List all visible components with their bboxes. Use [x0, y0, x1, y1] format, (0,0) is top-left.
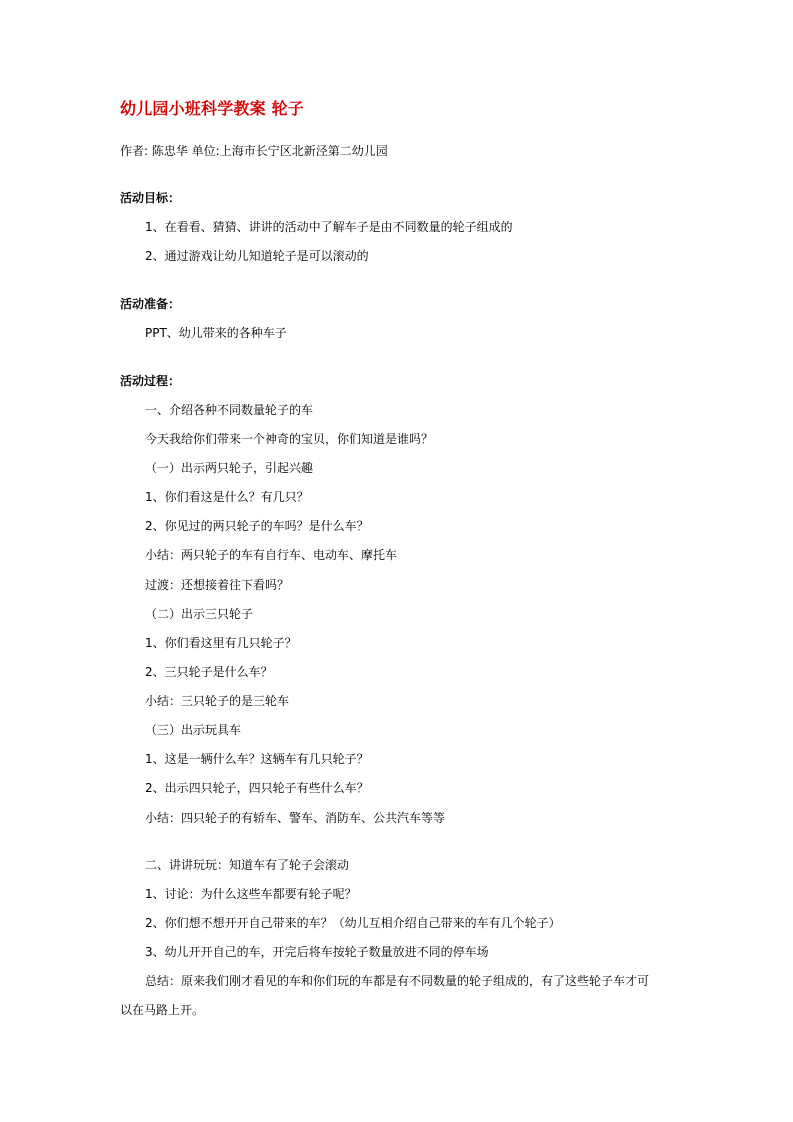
- summary-paragraph: 总结：原来我们刚才看见的车和你们玩的车都是有不同数量的轮子组成的，有了这些轮子车才可以在马路上开。: [120, 974, 650, 1017]
- process-line: 小结：两只轮子的车有自行车、电动车、摩托车: [145, 548, 398, 562]
- goals-heading: 活动目标：: [120, 191, 181, 205]
- process-heading: 活动过程：: [120, 374, 181, 388]
- process-part2-line: 3、幼儿开开自己的车，开完后将车按轮子数量放进不同的停车场: [145, 945, 489, 959]
- prep-item: PPT、幼儿带来的各种车子: [145, 326, 287, 340]
- author-line: 作者: 陈忠华 单位:上海市长宁区北新泾第二幼儿园: [120, 144, 388, 158]
- process-line: 1、你们看这是什么？有几只？: [145, 490, 309, 504]
- process-line: 1、你们看这里有几只轮子？: [145, 636, 297, 650]
- process-line: （二）出示三只轮子: [145, 607, 254, 621]
- process-line: （三）出示玩具车: [145, 723, 242, 737]
- goal-item: 2、通过游戏让幼儿知道轮子是可以滚动的: [145, 249, 369, 263]
- process-line: 一、介绍各种不同数量轮子的车: [145, 403, 314, 417]
- process-line: （一）出示两只轮子，引起兴趣: [145, 461, 314, 475]
- process-line: 1、这是一辆什么车？这辆车有几只轮子？: [145, 752, 369, 766]
- page-title: 幼儿园小班科学教案 轮子: [120, 99, 304, 118]
- process-line: 小结：四只轮子的有轿车、警车、消防车、公共汽车等等: [145, 811, 446, 825]
- process-line: 2、出示四只轮子，四只轮子有些什么车？: [145, 781, 369, 795]
- process-line: 今天我给你们带来一个神奇的宝贝，你们知道是谁吗？: [145, 432, 434, 446]
- process-part2-line: 1、讨论：为什么这些车都要有轮子呢？: [145, 887, 357, 901]
- process-line: 过渡：还想接着往下看吗？: [145, 578, 290, 592]
- process-line: 2、三只轮子是什么车？: [145, 665, 273, 679]
- prep-heading: 活动准备：: [120, 297, 181, 311]
- process-part2-line: 2、你们想不想开开自己带来的车？（幼儿互相介绍自己带来的车有几个轮子）: [145, 916, 561, 930]
- process-line: 2、你见过的两只轮子的车吗？是什么车？: [145, 519, 369, 533]
- process-part2-line: 二、讲讲玩玩：知道车有了轮子会滚动: [145, 858, 350, 872]
- process-line: 小结：三只轮子的是三轮车: [145, 694, 290, 708]
- goal-item: 1、在看看、猜猜、讲讲的活动中了解车子是由不同数量的轮子组成的: [145, 220, 513, 234]
